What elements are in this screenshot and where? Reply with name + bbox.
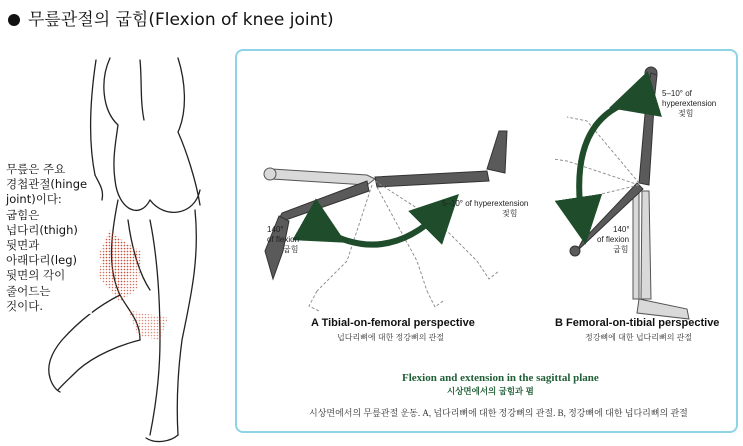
a-caption: A Tibial-on-femoral perspective: [311, 317, 475, 329]
page-title: [8, 8, 334, 32]
bullet-icon: [8, 14, 20, 26]
a-hyper-text: 5–10° of hyperextension: [442, 199, 529, 208]
b-hyperextension-label: [662, 89, 716, 119]
diagram-a: [264, 131, 507, 311]
description-line: 아래다리(leg): [6, 253, 77, 268]
figure-panel: [235, 49, 738, 433]
description-line: 뒷면과: [6, 238, 40, 253]
plane-title: Flexion and extension in the sagittal plane: [402, 372, 599, 384]
b-flexion-text: of flexion: [597, 235, 630, 244]
description-line: 것이다.: [6, 298, 43, 313]
a-flexion-degrees: 140°: [267, 225, 284, 234]
a-flexion-label: [267, 225, 299, 255]
a-hyperextension-label: [442, 199, 528, 219]
a-flexion-text: of flexion: [267, 235, 300, 244]
description-line: 줄어드는: [6, 283, 51, 298]
a-flexion-ko: 굽힘: [283, 245, 299, 254]
page-title-text: 무릎관절의 굽힘(Flexion of knee joint): [28, 10, 334, 30]
description-text: [6, 162, 92, 314]
a-hyper-ko: 젖힘: [502, 209, 518, 218]
description-line: 경첩관절(hinge: [6, 177, 88, 192]
b-caption-ko: 정강뼈에 대한 넙다리뼈의 관절: [585, 333, 693, 342]
figure-footer: 시상면에서의 무릎관절 운동. A, 넙다리뼈에 대한 정강뼈의 관절. B, 정강뼈에 대한 넙다리뼈의 관절: [309, 408, 688, 418]
b-hyper-text: hyperextension: [662, 99, 717, 108]
b-flexion-degrees: 140°: [613, 225, 630, 234]
b-caption: B Femoral-on-tibial perspective: [555, 317, 720, 329]
b-flexion-label: [597, 225, 630, 255]
description-line: 넙다리(thigh): [6, 222, 78, 237]
description-line: 무릎은 주요: [6, 162, 66, 176]
description-line: joint)이다:: [6, 192, 62, 207]
b-flexion-ko: 굽힘: [613, 245, 629, 254]
description-line: 굽힘은: [6, 207, 40, 222]
b-hyper-ko: 젖힘: [678, 109, 694, 118]
b-hyper-degrees: 5–10° of: [662, 89, 692, 98]
description-line: 뒷면의 각이: [6, 268, 66, 283]
plane-title-ko: 시상면에서의 굽힘과 폄: [447, 386, 534, 396]
a-caption-ko: 넙다리뼈에 대한 정강뼈의 관절: [337, 333, 445, 342]
